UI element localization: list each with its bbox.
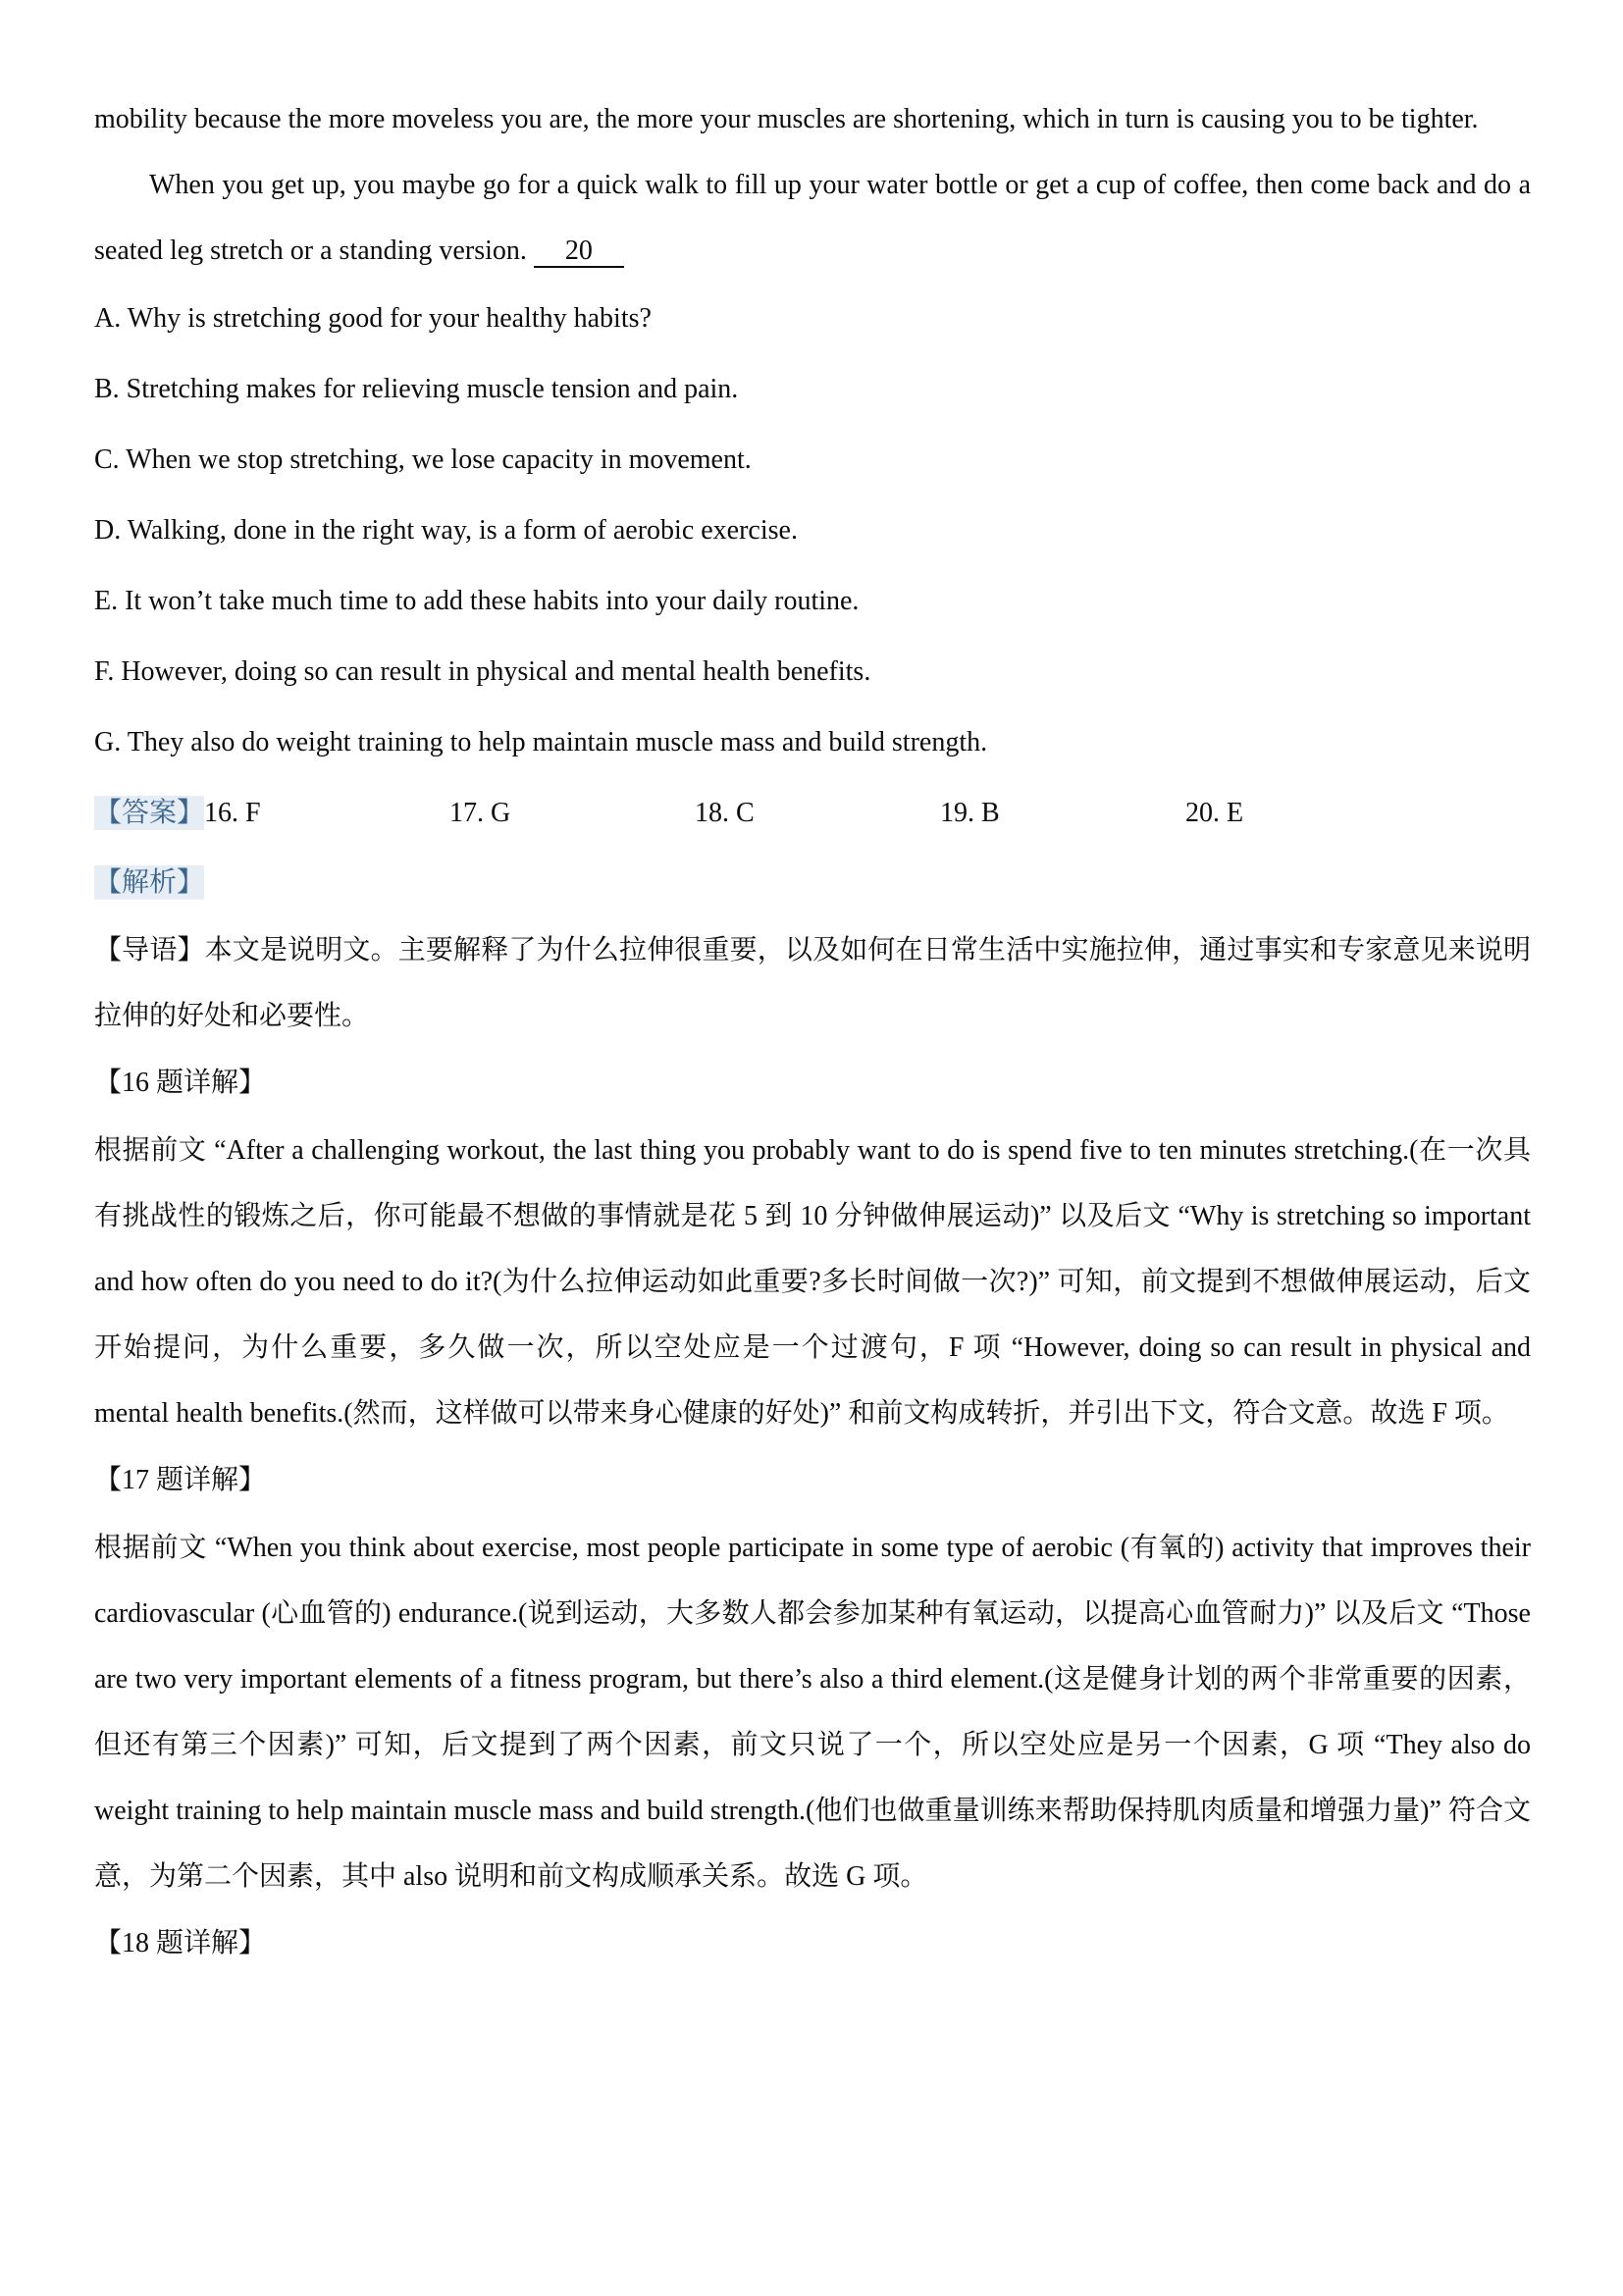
passage-paragraph-1: mobility because the more moveless you are, the more your muscles are shortening, which in turn is causing you to be tighter. <box>94 104 1479 134</box>
option-g: G. They also do weight training to help maintain muscle mass and build strength. <box>94 727 988 757</box>
answer-19: 19. B <box>940 798 1000 828</box>
option-f: F. However, doing so can result in physical and mental health benefits. <box>94 656 871 687</box>
explanation-17-text: 根据前文 “When you think about exercise, most people participate in some type of aerobic (有氧的) activity that improves their cardiovascular (心血管的) endurance.(说到运动，大多数人都会参加某种有氧运动，以提高心血管耐力)” 以及后文 “Those are two very important elements of a fitness program, but there’s also a third element.(这是健身计划的两个非常重要的因素，但还有第三个因素)” 可知，后文提到了两个因素，前文只说了一个，所以空处应是另一个因素，G 项 “They also do weight training to help maintain muscle mass and build strength.(他们也做重量训练来帮助保持肌肉质量和增强力量)” 符合文意，为第二个因素，其中 also 说明和前文构成顺承关系。故选 G 项。 <box>94 1533 1531 1892</box>
option-b: B. Stretching makes for relieving muscle tension and pain. <box>94 374 739 404</box>
answer-17: 17. G <box>449 798 511 828</box>
blank-20: 20 <box>534 236 624 268</box>
lead-paragraph <box>94 917 1531 1049</box>
lead-text: 本文是说明文。主要解释了为什么拉伸很重要，以及如何在日常生活中实施拉伸，通过事实和专家意见来说明拉伸的好处和必要性。 <box>94 935 1531 1031</box>
answer-18: 18. C <box>695 798 755 828</box>
explanation-16-text: 根据前文 “After a challenging workout, the last thing you probably want to do is spend five to ten minutes stretching.(在一次具有挑战性的锻炼之后，你可能最不想做的事情就是花 5 到 10 分钟做伸展运动)” 以及后文 “Why is stretching so important and how often do you need to do it?(为什么拉伸运动如此重要?多长时间做一次?)” 可知，前文提到不想做伸展运动，后文开始提问，为什么重要，多久做一次，所以空处应是一个过渡句，F 项 “However, doing so can result in physical and mental health benefits.(然而，这样做可以带来身心健康的好处)” 和前文构成转折，并引出下文，符合文意。故选 F 项。 <box>94 1135 1531 1429</box>
answer-16: 16. F <box>204 798 261 828</box>
passage-paragraph-2-text: When you get up, you maybe go for a quick walk to fill up your water bottle or get a cup of coffee, then come back and do a seated leg stretch or a standing version. <box>94 170 1531 266</box>
passage-paragraph-2 <box>94 152 1531 284</box>
answers-row <box>94 778 1531 849</box>
option-e: E. It won’t take much time to add these habits into your daily routine. <box>94 586 860 616</box>
option-a: A. Why is stretching good for your healthy habits? <box>94 303 652 334</box>
option-d: D. Walking, done in the right way, is a form of aerobic exercise. <box>94 515 798 546</box>
option-c: C. When we stop stretching, we lose capacity in movement. <box>94 444 752 475</box>
analysis-label: 【解析】 <box>94 867 205 898</box>
explanation-17-heading: 【17 题详解】 <box>94 1465 267 1495</box>
answer-label: 【答案】 <box>94 798 205 828</box>
answer-20: 20. E <box>1185 798 1244 828</box>
explanation-18-heading: 【18 题详解】 <box>94 1928 267 1958</box>
analysis-section-label <box>94 849 1531 917</box>
explanation-16-heading: 【16 题详解】 <box>94 1068 267 1098</box>
lead-label: 【导语】 <box>94 935 205 965</box>
